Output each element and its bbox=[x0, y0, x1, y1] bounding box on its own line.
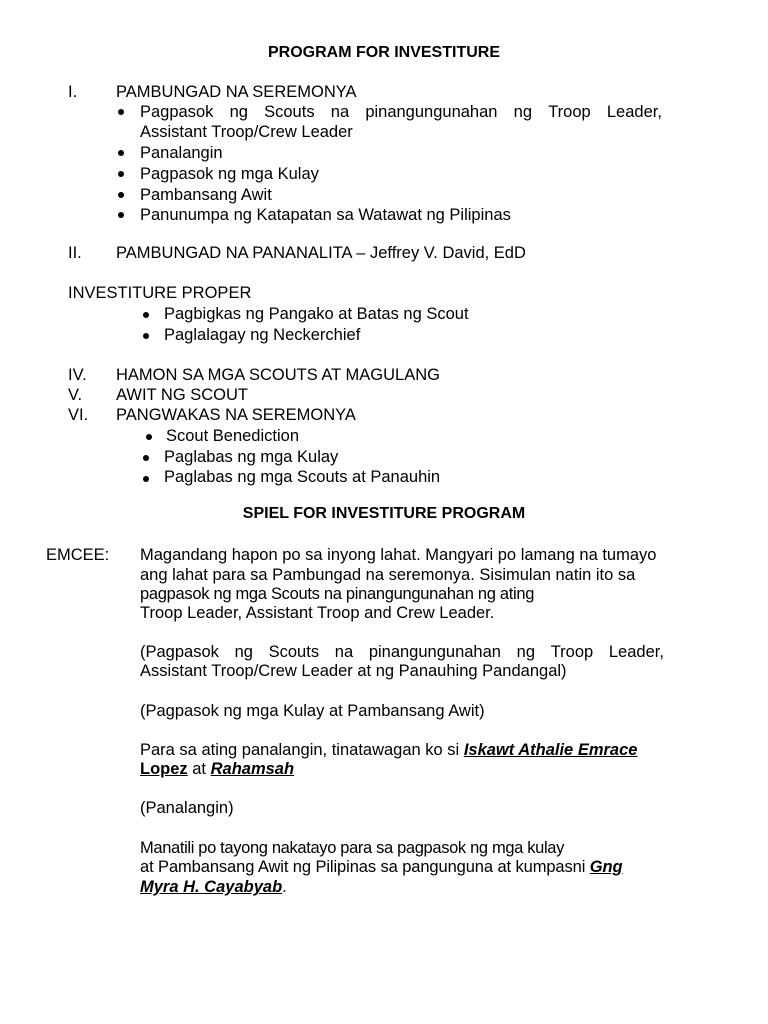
list-item: Pagpasok ng mga Kulay bbox=[140, 165, 319, 183]
bullet-icon bbox=[143, 312, 149, 318]
paragraph-line: Manatili po tayong nakatayo para sa pagpasok ng mga kulay bbox=[140, 839, 565, 857]
section-heading: AWIT NG SCOUT bbox=[116, 386, 248, 404]
bullet-icon bbox=[146, 434, 152, 440]
section-heading: PAMBUNGAD NA PANANALITA – Jeffrey V. David, EdD bbox=[116, 244, 526, 262]
section-number: IV. bbox=[68, 366, 87, 384]
honoree-name: Rahamsah bbox=[210, 760, 295, 778]
list-item: Paglabas ng mga Scouts at Panauhin bbox=[164, 468, 441, 486]
speaker-label: EMCEE: bbox=[46, 546, 110, 564]
program-title: PROGRAM FOR INVESTITURE bbox=[267, 44, 500, 61]
section-number: I. bbox=[68, 83, 78, 101]
list-item: Pagpasok ng Scouts na pinangungunahan ng Troop Leader, bbox=[140, 103, 662, 121]
section-number: VI. bbox=[68, 406, 89, 424]
section-heading: PAMBUNGAD NA SEREMONYA bbox=[116, 83, 357, 101]
section-heading: INVESTITURE PROPER bbox=[68, 284, 252, 302]
bullet-icon bbox=[118, 192, 124, 198]
list-item: Paglalagay ng Neckerchief bbox=[164, 326, 361, 344]
paragraph-line: Magandang hapon po sa inyong lahat. Mangyari po lamang na tumayo bbox=[140, 546, 657, 564]
paragraph-line: Myra H. Cayabyab. bbox=[140, 878, 287, 896]
bullet-icon bbox=[118, 171, 124, 177]
section-heading: HAMON SA MGA SCOUTS AT MAGULANG bbox=[116, 366, 440, 384]
paragraph-line: (Panalangin) bbox=[140, 799, 234, 817]
bullet-icon bbox=[143, 333, 149, 339]
list-item: Assistant Troop/Crew Leader bbox=[140, 123, 353, 141]
bullet-icon bbox=[118, 212, 124, 218]
paragraph-line: pagpasok ng mga Scouts na pinangungunahan ng ating bbox=[140, 585, 535, 603]
section-number: II. bbox=[68, 244, 82, 262]
bullet-icon bbox=[118, 150, 124, 156]
paragraph-line: (Pagpasok ng Scouts na pinangungunahan ng Troop Leader, bbox=[140, 643, 664, 661]
section-heading: PANGWAKAS NA SEREMONYA bbox=[116, 406, 356, 424]
paragraph-line: ang lahat para sa Pambungad na seremonya. Sisimulan natin ito sa bbox=[140, 566, 636, 584]
honoree-name: Myra H. Cayabyab bbox=[140, 878, 283, 896]
list-item: Panalangin bbox=[140, 144, 223, 162]
bullet-icon bbox=[118, 109, 124, 115]
honoree-name: Lopez bbox=[140, 760, 188, 778]
honoree-name: Iskawt Athalie Emrace bbox=[463, 741, 638, 759]
bullet-icon bbox=[143, 476, 149, 482]
paragraph-line: Troop Leader, Assistant Troop and Crew Leader. bbox=[140, 604, 495, 622]
paragraph-line: Lopez at Rahamsah bbox=[140, 760, 295, 778]
paragraph-line: Para sa ating panalangin, tinatawagan ko si Iskawt Athalie Emrace bbox=[140, 741, 638, 759]
list-item: Panunumpa ng Katapatan sa Watawat ng Pilipinas bbox=[140, 206, 511, 224]
paragraph-line: (Pagpasok ng mga Kulay at Pambansang Awit) bbox=[140, 702, 485, 720]
bullet-icon bbox=[143, 455, 149, 461]
spiel-title: SPIEL FOR INVESTITURE PROGRAM bbox=[242, 505, 526, 522]
list-item: Paglabas ng mga Kulay bbox=[164, 448, 339, 466]
paragraph-line: Assistant Troop/Crew Leader at ng Panauhing Pandangal) bbox=[140, 662, 567, 680]
paragraph-line: at Pambansang Awit ng Pilipinas sa pangunguna at kumpasni Gng bbox=[140, 858, 623, 876]
list-item: Pagbigkas ng Pangako at Batas ng Scout bbox=[164, 305, 469, 323]
list-item: Scout Benediction bbox=[166, 427, 300, 445]
list-item: Pambansang Awit bbox=[140, 186, 272, 204]
section-number: V. bbox=[68, 386, 83, 404]
honoree-name: Gng bbox=[589, 858, 623, 876]
